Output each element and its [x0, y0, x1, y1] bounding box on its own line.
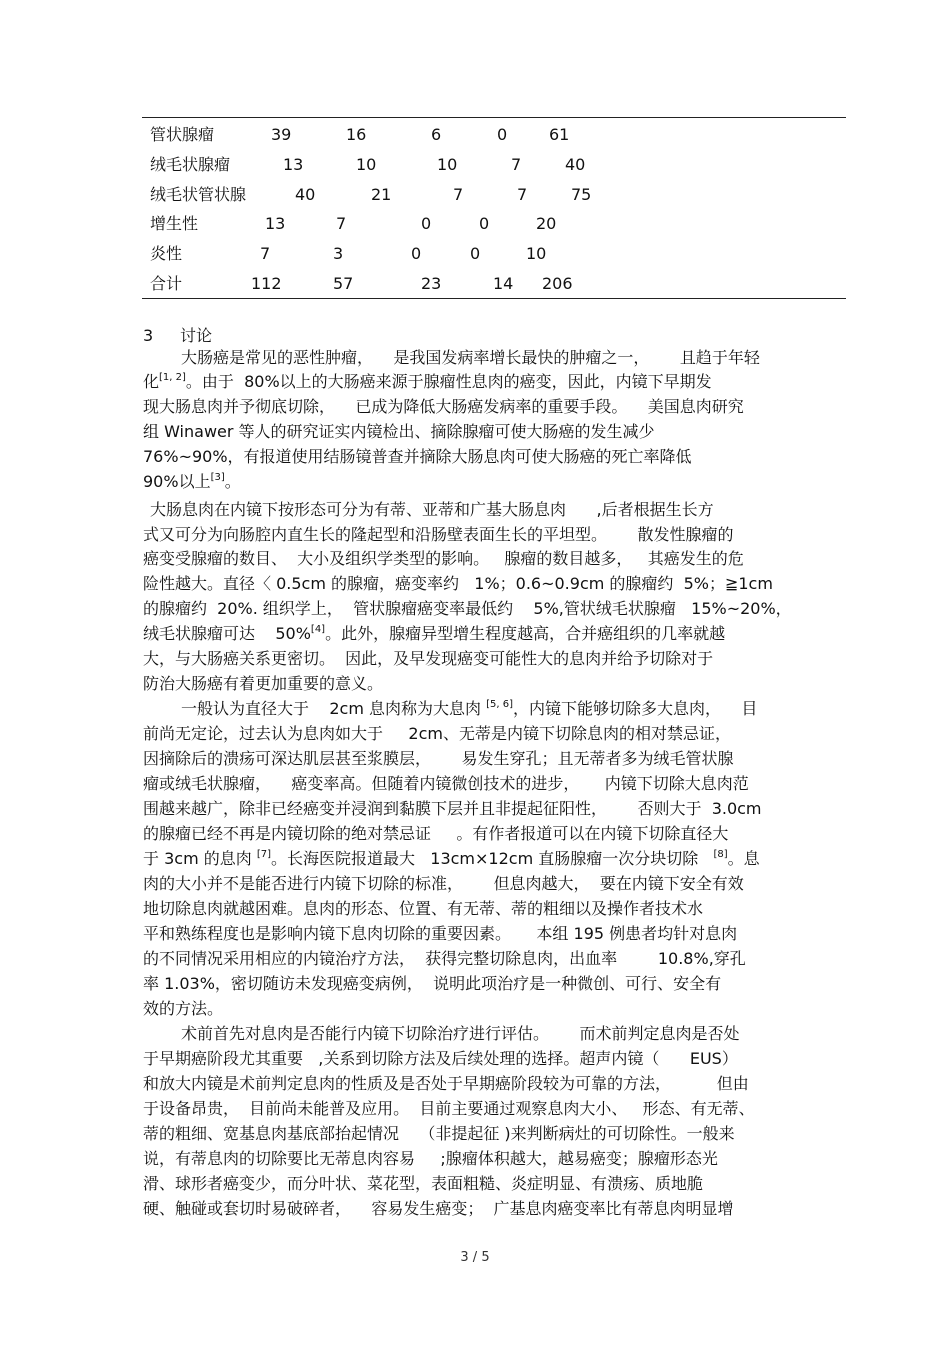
text-run: 于 3cm 的息肉 [143, 849, 257, 868]
table-cell: 10 [437, 154, 458, 174]
text-line [143, 872, 744, 896]
page-number: 3 / 5 [460, 1250, 490, 1265]
table-cell: 0 [497, 125, 508, 144]
table-row-label: 绒毛状管状腺 [150, 184, 247, 204]
table-cell: 57 [333, 274, 354, 293]
text-line [143, 420, 655, 444]
text-run: 。长海医院报道最大 13cm×12cm 直肠腺瘤一次分块切除 [271, 849, 714, 868]
text-run: 绒毛状腺瘤可达 50% [143, 624, 311, 643]
table-cell: 3 [333, 244, 344, 264]
table-cell: 14 [493, 274, 514, 293]
table-cell: 23 [421, 274, 442, 293]
text-line [143, 622, 725, 646]
text-run: 。由于 80%以上的大肠癌来源于腺瘤性息肉的癌变，因此，内镜下早期发 [185, 372, 712, 391]
citation-marker: [1, 2] [159, 372, 186, 383]
table-cell: 10 [526, 244, 547, 264]
table-cell: 7 [511, 154, 522, 174]
table-row-label: 管状腺瘤 [150, 125, 215, 144]
text-line [143, 647, 713, 671]
text-run: 式又可分为向肠腔内直生长的隆起型和沿肠壁表面生长的平坦型。 散发性腺瘤的 [143, 525, 734, 544]
text-run: 大，与大肠癌关系更密切。 因此，及早发现癌变可能性大的息肉并给予切除对于 [143, 649, 714, 668]
table-cell: 75 [571, 184, 592, 204]
citation-marker: [4] [310, 624, 326, 635]
text-line [143, 922, 737, 946]
text-line [143, 722, 731, 746]
text-line [143, 1047, 738, 1071]
text-run: 的腺瘤已经不再是内镜切除的绝对禁忌证 。有作者报道可以在内镜下切除直径大 [143, 824, 729, 843]
table-cell: 112 [251, 274, 282, 293]
text-run: 于早期癌阶段尤其重要 ,关系到切除方法及后续处理的选择。超声内镜（ EUS） [143, 1049, 738, 1068]
text-run: 的腺瘤约 20%. 组织学上， 管状腺瘤癌变率最低约 5%,管状绒毛状腺瘤 15%~20%， [143, 599, 792, 618]
text-run: 大肠息肉在内镜下按形态可分为有蒂、亚蒂和广基大肠息肉 ,后者根据生长方 [150, 500, 714, 519]
text-line [143, 445, 692, 469]
text-line [143, 947, 746, 971]
text-run: 。 [224, 472, 241, 491]
text-line [143, 547, 744, 571]
text-run: 化 [143, 372, 160, 391]
text-run: 前尚无定论，过去认为息肉如大于 2cm、无蒂是内镜下切除息肉的相对禁忌证， [143, 724, 731, 743]
table-cell: 16 [346, 125, 367, 144]
text-run: 防治大肠癌有着更加重要的意义。 [143, 674, 384, 693]
table-cell: 10 [356, 154, 377, 174]
table-cell: 7 [336, 214, 347, 234]
table-cell: 7 [517, 184, 528, 204]
text-line [143, 1122, 735, 1146]
text-run: 癌变受腺瘤的数目、 大小及组织学类型的影响。 腺瘤的数目越多， 其癌发生的危 [143, 549, 744, 568]
text-line [143, 523, 734, 547]
text-run: 的不同情况采用相应的内镜治疗方法， 获得完整切除息肉，出血率 10.8%,穿孔 [143, 949, 746, 968]
text-line [143, 395, 744, 419]
text-run: 地切除息肉就越困难。息肉的形态、位置、有无蒂、蒂的粗细以及操作者技术水 [143, 899, 704, 918]
text-run: 率 1.03%，密切随访未发现癌变病例， 说明此项治疗是一种微创、可行、安全有 [143, 974, 722, 993]
table-cell: 61 [549, 125, 570, 144]
text-line [181, 346, 760, 370]
text-line [150, 498, 714, 522]
table-cell: 20 [536, 214, 557, 234]
text-run: 。此外，腺瘤异型增生程度越高，合并癌组织的几率就越 [325, 624, 726, 643]
text-run: 肉的大小并不是能否进行内镜下切除的标准， 但息肉越大， 要在内镜下安全有效 [143, 874, 744, 893]
table-cell: 7 [260, 244, 271, 264]
text-line [143, 747, 734, 771]
text-line [143, 847, 760, 871]
text-line [143, 1172, 703, 1196]
table-row-label: 炎性 [150, 244, 183, 264]
text-run: 一般认为直径大于 2cm 息肉称为大息肉 [181, 699, 487, 718]
text-line [143, 1197, 734, 1221]
text-run: 险性越大。直径〈 0.5cm 的腺瘤，癌变率约 1%；0.6~0.9cm 的腺瘤约 5%；≧1cm [143, 574, 773, 593]
text-run: 76%~90%，有报道使用结肠镜普查并摘除大肠息肉可使大肠癌的死亡率降低 [143, 447, 692, 466]
text-line [143, 822, 728, 846]
text-run: 硬、触碰或套切时易破碎者， 容易发生癌变； 广基息肉癌变率比有蒂息肉明显增 [143, 1199, 734, 1218]
table-cell: 40 [295, 184, 316, 204]
table-cell: 6 [431, 125, 442, 144]
text-run: 平和熟练程度也是影响内镜下息肉切除的重要因素。 本组 195 例患者均针对息肉 [143, 924, 738, 943]
text-run: ，内镜下能够切除多大息肉， 目 [512, 699, 758, 718]
text-run: 组 Winawer 等人的研究证实内镜检出、摘除腺瘤可使大肠癌的发生减少 [143, 422, 655, 441]
section-title: 讨论 [180, 326, 213, 345]
citation-marker: [3] [210, 472, 225, 483]
table-row-label: 绒毛状腺瘤 [150, 154, 231, 174]
text-run: 术前首先对息肉是否能行内镜下切除治疗进行评估。 而术前判定息肉是否处 [181, 1024, 740, 1043]
text-run: 瘤或绒毛状腺瘤， 癌变率高。但随着内镜微创技术的进步， 内镜下切除大息肉范 [143, 774, 749, 793]
text-line [143, 370, 712, 394]
text-run: 和放大内镜是术前判定息肉的性质及是否处于早期癌阶段较为可靠的方法， 但由 [143, 1074, 749, 1093]
table-bottom-rule [142, 298, 846, 299]
text-line [143, 897, 703, 921]
citation-marker: [5, 6] [486, 699, 513, 710]
text-run: 围越来越广，除非已经癌变并浸润到黏膜下层并且非提起征阳性， 否则大于 3.0cm [143, 799, 762, 818]
citation-marker: [8] [713, 849, 728, 860]
table-cell: 13 [265, 214, 286, 234]
table-cell: 206 [542, 274, 573, 293]
text-line [181, 1022, 740, 1046]
text-line [143, 672, 383, 696]
text-run: 效的方法。 [143, 999, 224, 1018]
text-run: 大肠癌是常见的恶性肿瘤， 是我国发病率增长最快的肿瘤之一， 且趋于年轻 [181, 348, 760, 367]
table-cell: 0 [411, 244, 422, 264]
text-run: 蒂的粗细、宽基息肉基底部抬起情况 （非提起征 )来判断病灶的可切除性。一般来 [143, 1124, 735, 1143]
text-line [143, 1147, 718, 1171]
table-cell: 40 [565, 154, 586, 174]
table-cell: 13 [283, 154, 304, 174]
text-line [143, 797, 762, 821]
section-number: 3 [143, 326, 154, 345]
text-line [143, 772, 749, 796]
text-line [143, 572, 773, 596]
text-run: 90%以上 [143, 472, 211, 491]
text-run: 滑、球形者癌变少，而分叶状、菜花型，表面粗糙、炎症明显、有溃疡、质地脆 [143, 1174, 704, 1193]
table-cell: 0 [470, 244, 481, 264]
text-run: 说，有蒂息肉的切除要比无蒂息肉容易 ;腺瘤体积越大，越易癌变；腺瘤形态光 [143, 1149, 718, 1168]
table-top-rule [142, 117, 846, 118]
text-line [143, 1072, 749, 1096]
text-line [143, 470, 241, 494]
text-line [143, 997, 223, 1021]
citation-marker: [7] [256, 849, 271, 860]
table-cell: 21 [371, 184, 392, 204]
table-row-label: 合计 [150, 274, 183, 293]
table-cell: 0 [421, 214, 432, 234]
text-line [181, 697, 757, 721]
table-cell: 7 [453, 184, 464, 204]
table-cell: 0 [479, 214, 490, 234]
text-line [143, 1097, 755, 1121]
text-run: 现大肠息肉并予彻底切除， 已成为降低大肠癌发病率的重要手段。 美国息肉研究 [143, 397, 744, 416]
text-run: 于设备昂贵， 目前尚未能普及应用。 目前主要通过观察息肉大小、 形态、有无蒂、 [143, 1099, 755, 1118]
text-line [143, 972, 721, 996]
table-row-label: 增生性 [150, 214, 199, 234]
text-run: 因摘除后的溃疡可深达肌层甚至浆膜层， 易发生穿孔；且无蒂者多为绒毛管状腺 [143, 749, 734, 768]
text-line [143, 597, 792, 621]
table-cell: 39 [271, 125, 292, 144]
text-run: 。息 [727, 849, 760, 868]
